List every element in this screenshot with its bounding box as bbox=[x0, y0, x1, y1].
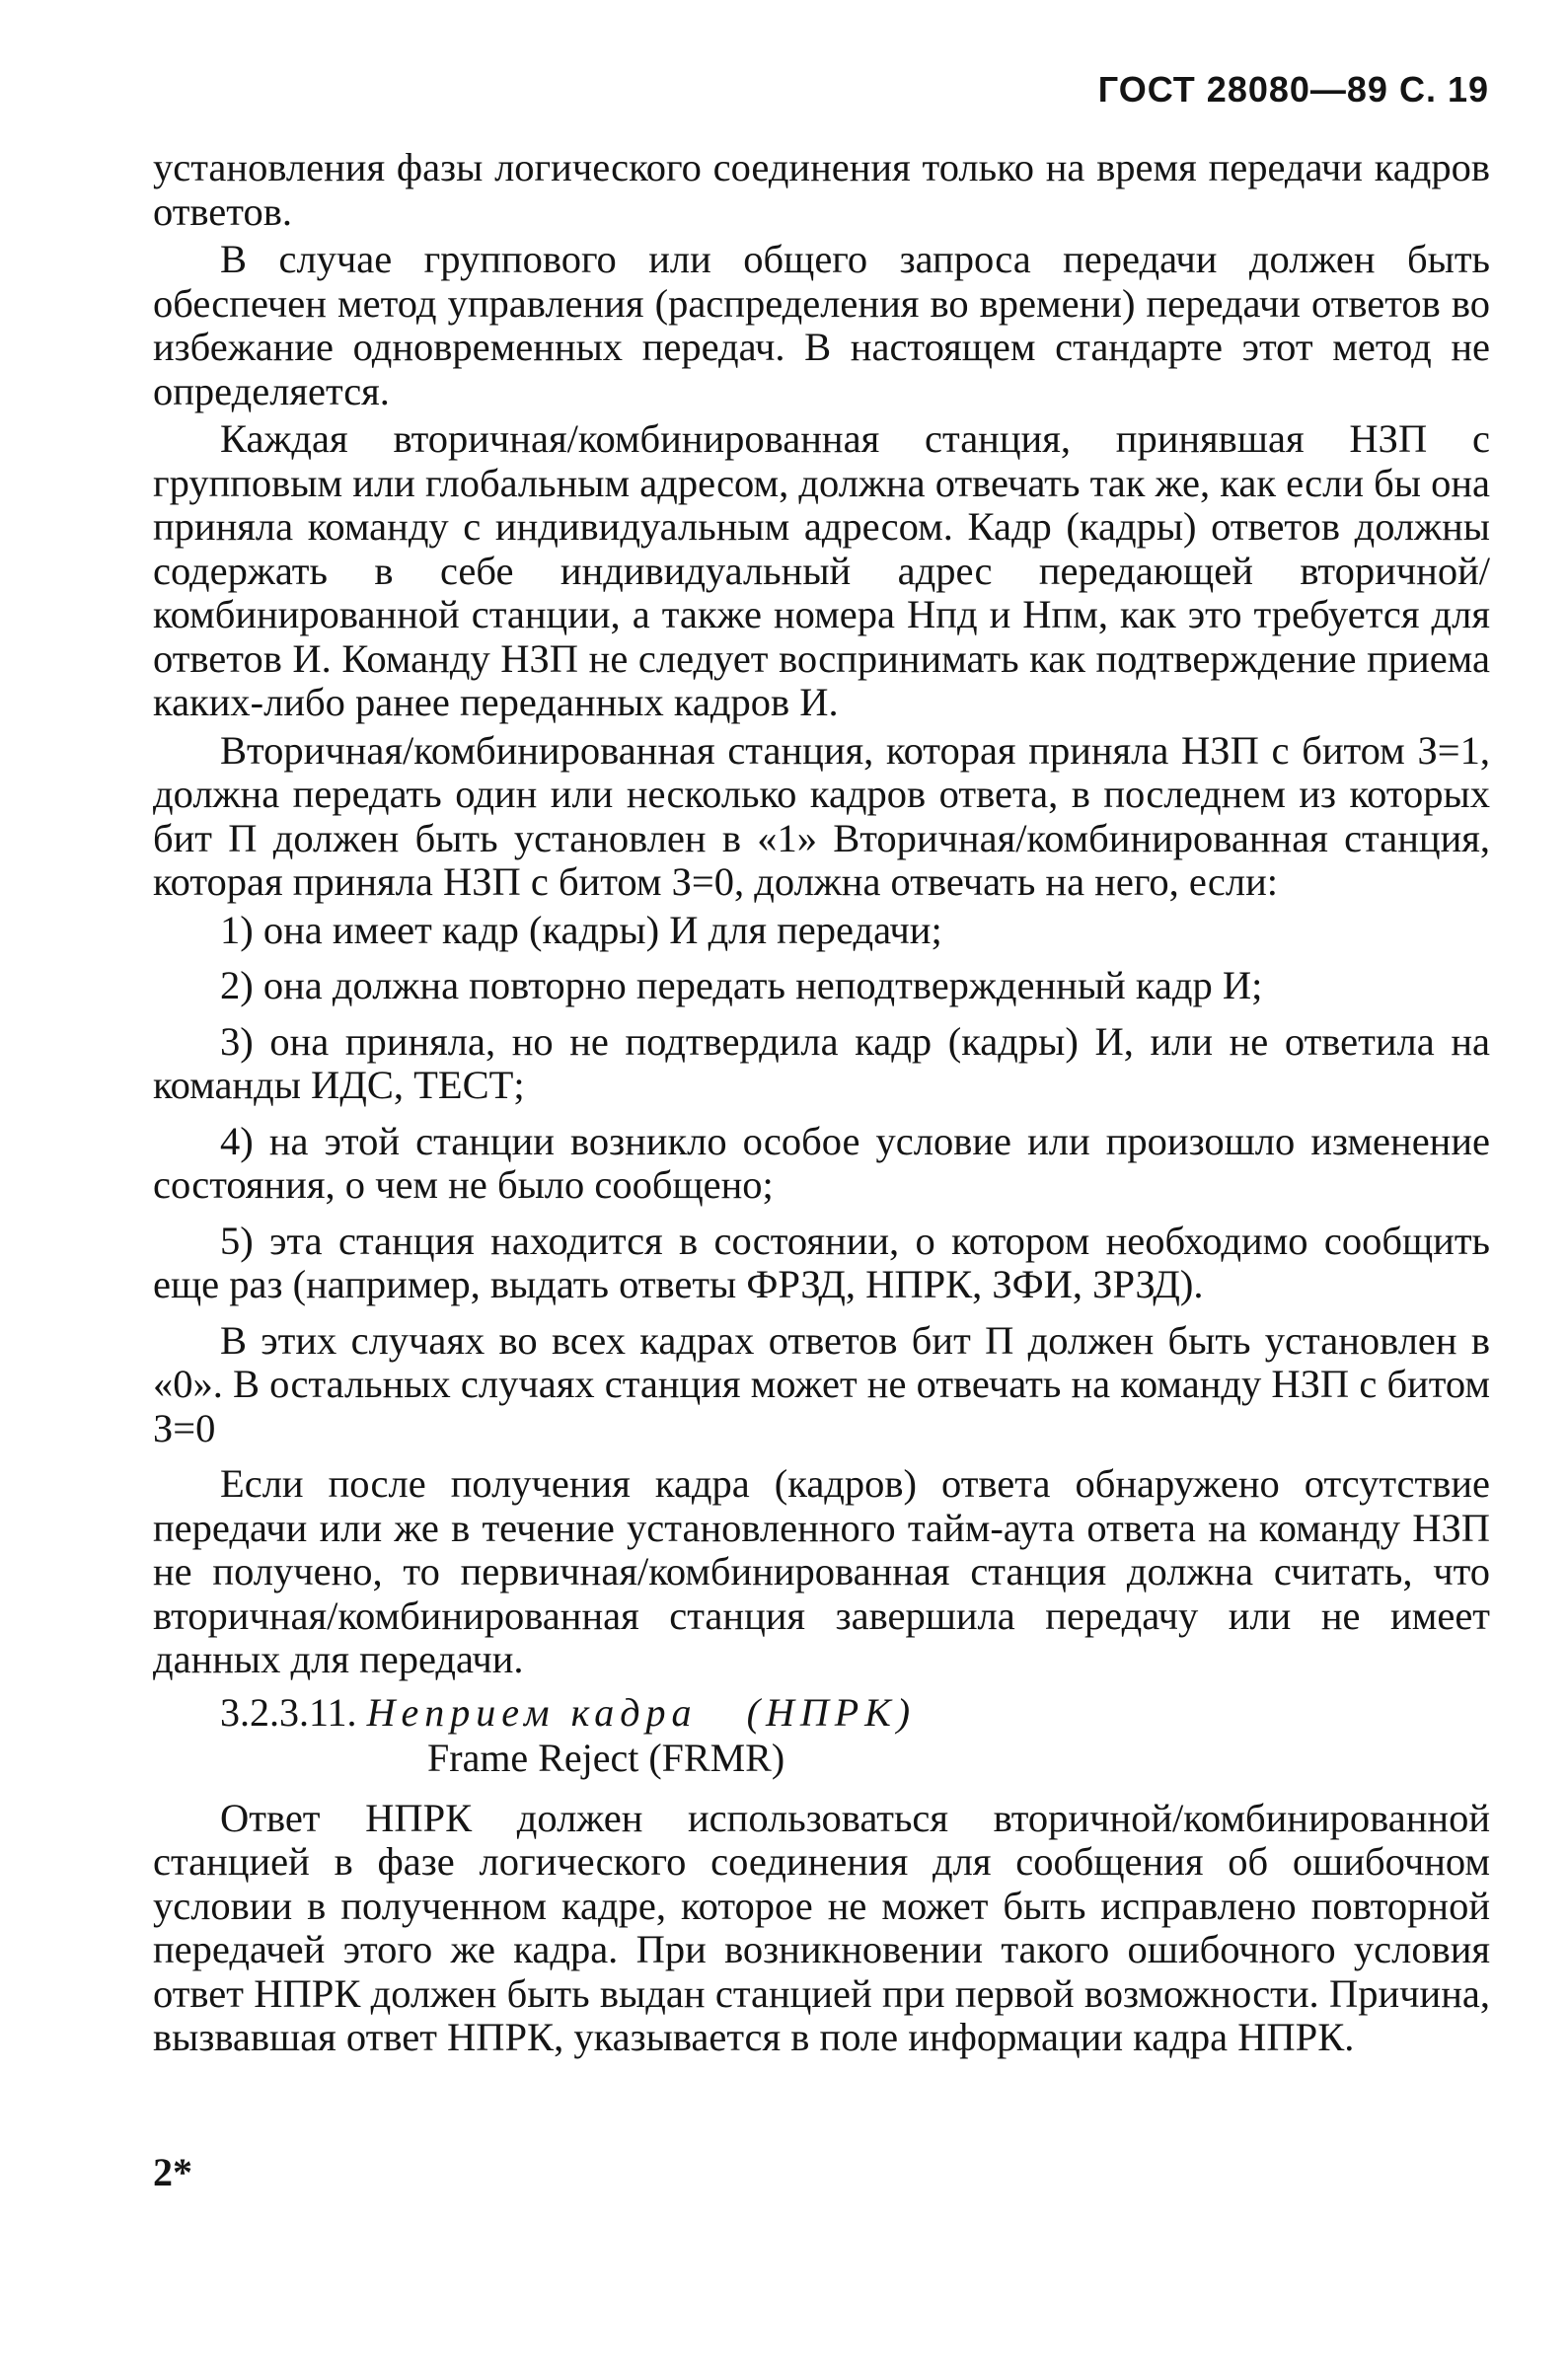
document-body bbox=[153, 146, 1490, 2064]
paragraph: В случае группового или общего запроса передачи должен быть обеспечен метод управления (распределения во времени) передачи ответов во избежание одновременных передач. В настоящем стандарте этот метод не определяется. bbox=[153, 237, 1490, 413]
section-title-english: Frame Reject (FRMR) bbox=[427, 1735, 785, 1780]
signature-mark: 2* bbox=[153, 2150, 192, 2194]
list-item: 5) эта станция находится в состоянии, о котором необходимо сообщить еще раз (например, выдать ответы ФРЗД, НПРК, ЗФИ, ЗРЗД). bbox=[153, 1218, 1490, 1306]
section-abbreviation: (НПРК) bbox=[746, 1689, 917, 1735]
list-item: 3) она приняла, но не подтвердила кадр (кадры) И, или не ответила на команды ИДС, ТЕСТ; bbox=[153, 1018, 1490, 1107]
paragraph: В этих случаях во всех кадрах ответов бит П должен быть установлен в «0». В остальных случаях станция может не отвечать на команду НЗП с битом З=0 bbox=[153, 1317, 1490, 1450]
paragraph: Если после получения кадра (кадров) ответа обнаружено отсутствие передачи или же в течение установленного тайм-аута ответа на команду НЗП не получено, то первичная/комбинированная станция должна считать, что вторичная/комбинированная станция завершила передачу или не имеет данных для передачи. bbox=[153, 1461, 1490, 1681]
list-item: 2) она должна повторно передать неподтвержденный кадр И; bbox=[220, 963, 1263, 1007]
paragraph: установления фазы логического соединения только на время передачи кадров ответов. bbox=[153, 145, 1490, 234]
list-item: 4) на этой станции возникло особое условие или произошло изменение состояния, о чем не было сообщено; bbox=[153, 1118, 1490, 1207]
section-title: Неприем кадра bbox=[366, 1689, 698, 1735]
paragraph: Каждая вторичная/комбинированная станция, принявшая НЗП с групповым или глобальным адресом, должна отвечать так же, как если бы она приняла команду с индивидуальным адресом. Кадр (кадры) ответов должны содержать в себе индивидуальный адрес передающей вторичной/комбинированной станции, а также номера Нпд и Нпм, как это требуется для ответов И. Команду НЗП не следует воспринимать как подтверждение приема каких-либо ранее переданных кадров И. bbox=[153, 416, 1490, 724]
page-header: ГОСТ 28080—89 С. 19 bbox=[1097, 69, 1489, 110]
section-heading bbox=[153, 1690, 1490, 1781]
paragraph: Ответ НПРК должен использоваться вторичной/комбинированной станцией в фазе логического соединения для сообщения об ошибочном условии в полученном кадре, которое не может быть исправлено повторной передачей этого же кадра. При возникновении такого ошибочного условия ответ НПРК должен быть выдан станцией при первой возможности. Причина, вызвавшая ответ НПРК, указывается в поле информации кадра НПРК. bbox=[153, 1795, 1490, 2059]
list-item: 1) она имеет кадр (кадры) И для передачи; bbox=[220, 907, 942, 952]
paragraph: Вторичная/комбинированная станция, которая приняла НЗП с битом З=1, должна передать один или несколько кадров ответа, в последнем из которых бит П должен быть установлен в «1» Вторичная/комбинированная станция, которая приняла НЗП с битом З=0, должна отвечать на него, если: bbox=[153, 727, 1490, 904]
section-number: 3.2.3.11. bbox=[220, 1689, 357, 1735]
